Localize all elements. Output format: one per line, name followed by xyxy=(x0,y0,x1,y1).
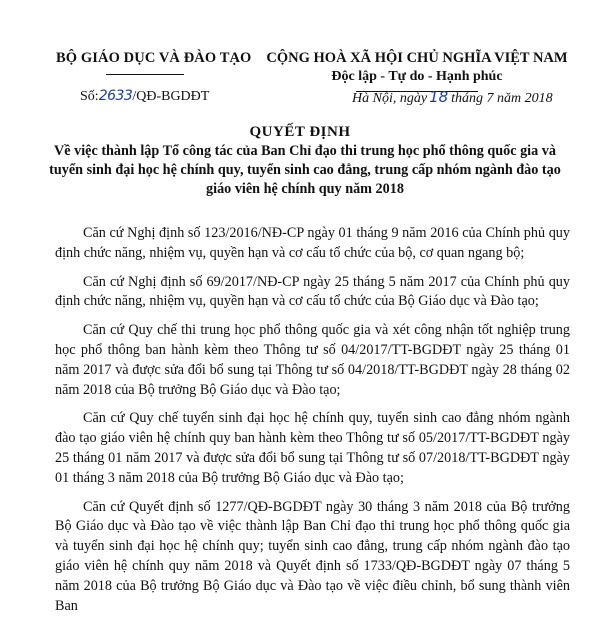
ministry-name: BỘ GIÁO DỤC VÀ ĐÀO TẠO xyxy=(56,50,252,66)
national-motto: Độc lập - Tự do - Hạnh phúc xyxy=(331,69,503,84)
document-number xyxy=(80,88,209,105)
body-paragraph: Căn cứ Quy chế thi trung học phổ thông quốc gia và xét công nhận tốt nghiệp trung học phổ thông ban hành kèm theo Thông tư số 04/2017/TT-BGDĐT ngày 25 tháng 01 năm 2017 và được sửa đổi bổ sung tại Thông tư số 04/2018/TT-BGDĐT ngày 28 tháng 02 năm 2018 của Bộ trưởng Bộ Giáo dục và Đào tạo; xyxy=(55,322,570,398)
country-name: CỘNG HOÀ XÃ HỘI CHỦ NGHĨA VIỆT NAM xyxy=(266,50,568,66)
document-subject: Về việc thành lập Tổ công tác của Ban Chỉ đạo thi trung học phổ thông quốc gia và tuyển sinh đại học hệ chính quy, tuyển sinh cao đẳng, trung cấp nhóm ngành đào tạo giáo viên hệ chính quy năm 2018 xyxy=(49,143,561,197)
document-body xyxy=(55,224,570,625)
doc-number-prefix: Số: xyxy=(80,89,99,104)
ministry-underline xyxy=(106,74,184,75)
place-date xyxy=(352,88,553,107)
body-paragraph: Căn cứ Quyết định số 1277/QĐ-BGDĐT ngày 30 tháng 3 năm 2018 của Bộ trưởng Bộ Giáo dục và Đào tạo về việc thành lập Ban Chỉ đạo thi trung học phổ thông quốc gia và tuyển sinh đại học hệ chính quy; tuyển sinh cao đẳng, trung cấp nhóm ngành đào tạo giáo viên hệ chính quy năm 2018 và Quyết định số 1733/QĐ-BGDĐT ngày 07 tháng 5 năm 2018 của Bộ trưởng Bộ Giáo dục và Đào tạo về việc điều chỉnh, bổ sung thành viên Ban xyxy=(55,498,570,614)
doc-number-suffix: /QĐ-BGDĐT xyxy=(132,89,210,104)
place-date-prefix: Hà Nội, ngày xyxy=(352,91,428,106)
body-paragraph: Căn cứ Quy chế tuyển sinh đại học hệ chính quy, tuyển sinh cao đẳng nhóm ngành đào tạo giáo viên hệ chính quy ban hành kèm theo Thông tư số 05/2017/TT-BGDĐT ngày 25 tháng 01 năm 2017 và được sửa đổi bổ sung tại Thông tư số 07/2018/TT-BGDĐT ngày 01 tháng 3 năm 2018 của Bộ trưởng Bộ Giáo dục và Đào tạo; xyxy=(55,410,570,486)
document-title: QUYẾT ĐỊNH xyxy=(249,124,351,140)
national-header xyxy=(262,50,572,85)
ministry-header xyxy=(56,50,276,67)
body-paragraph: Căn cứ Nghị định số 123/2016/NĐ-CP ngày 01 tháng 9 năm 2016 của Chính phủ quy định chức năng, nhiệm vụ, quyền hạn và cơ cấu tổ chức của bộ, cơ quan ngang bộ; xyxy=(55,225,570,261)
doc-number-handwritten: 2633 xyxy=(98,88,133,104)
body-paragraph: Căn cứ Nghị định số 69/2017/NĐ-CP ngày 25 tháng 5 năm 2017 của Chính phủ quy định chức năng, nhiệm vụ, quyền hạn và cơ cấu tổ chức của Bộ Giáo dục và Đào tạo; xyxy=(55,273,570,310)
date-day-handwritten: 18 xyxy=(429,88,449,106)
place-date-suffix: tháng 7 năm 2018 xyxy=(451,91,553,106)
